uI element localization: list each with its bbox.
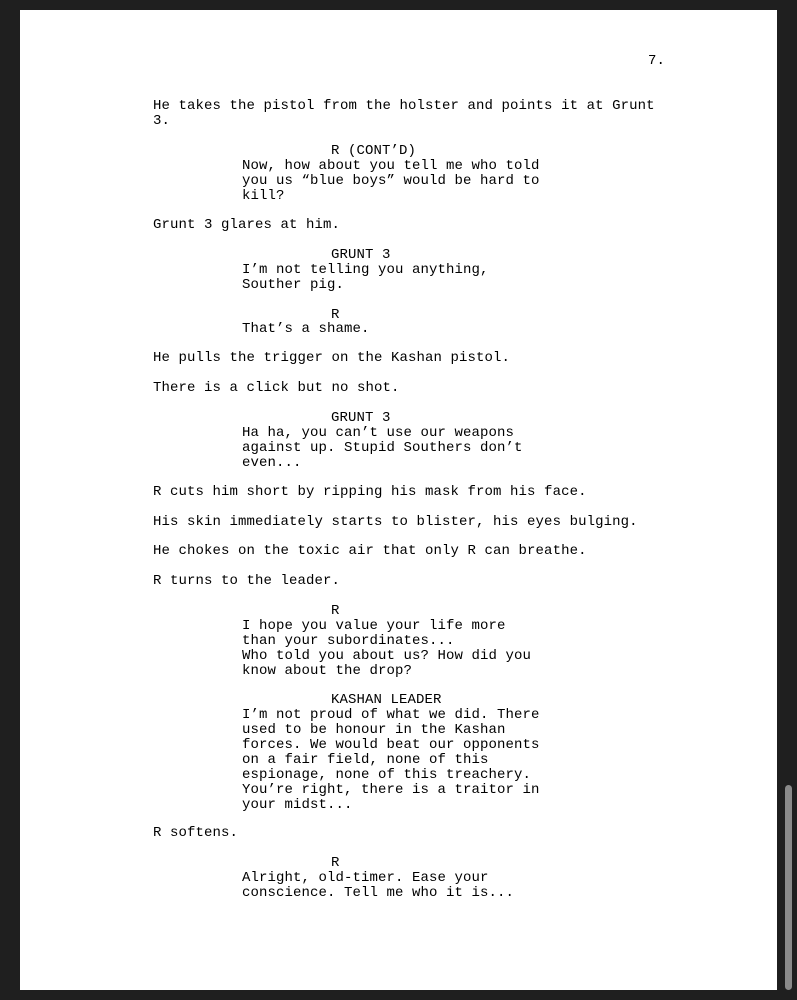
dialogue-line: Alright, old-timer. Ease your [242,870,489,886]
dialogue-line: Ha ha, you can’t use our weapons [242,425,515,441]
script-page [20,10,777,990]
dialogue-line: kill? [242,188,285,204]
dialogue-line: you us “blue boys” would be hard to [242,173,540,189]
dialogue-line: I’m not proud of what we did. There [242,707,540,723]
character-cue: R [331,855,340,871]
dialogue-line: Souther pig. [242,277,345,293]
character-cue: R (CONT’D) [331,143,417,159]
character-cue: GRUNT 3 [331,410,391,426]
character-cue: GRUNT 3 [331,247,391,263]
dialogue-line: forces. We would beat our opponents [242,737,540,753]
dialogue-line: Now, how about you tell me who told [242,158,540,174]
action-line: He takes the pistol from the holster and points it at Grunt [153,98,655,114]
vertical-scrollbar[interactable] [785,785,792,990]
dialogue-line: That’s a shame. [242,321,370,337]
dialogue-line: even... [242,455,302,471]
dialogue-line: know about the drop? [242,663,413,679]
dialogue-line: against up. Stupid Southers don’t [242,440,523,456]
dialogue-line: espionage, none of this treachery. [242,767,532,783]
dialogue-line: I’m not telling you anything, [242,262,489,278]
dialogue-line: Who told you about us? How did you [242,648,532,664]
dialogue-line: on a fair field, none of this [242,752,489,768]
action-line: Grunt 3 glares at him. [153,217,341,233]
character-cue: R [331,603,340,619]
character-cue: KASHAN LEADER [331,692,442,708]
dialogue-line: used to be honour in the Kashan [242,722,506,738]
action-line: He pulls the trigger on the Kashan pistol. [153,350,511,366]
action-line: R softens. [153,825,239,841]
dialogue-line: than your subordinates... [242,633,455,649]
dialogue-line: conscience. Tell me who it is... [242,885,515,901]
dialogue-line: your midst... [242,797,353,813]
dialogue-line: You’re right, there is a traitor in [242,782,540,798]
action-line: R turns to the leader. [153,573,341,589]
action-line: He chokes on the toxic air that only R can breathe. [153,543,587,559]
action-line: R cuts him short by ripping his mask from his face. [153,484,587,500]
page-number: 7. [648,53,666,69]
action-line: His skin immediately starts to blister, his eyes bulging. [153,514,638,530]
action-line: There is a click but no shot. [153,380,400,396]
action-line: 3. [153,113,171,129]
dialogue-line: I hope you value your life more [242,618,506,634]
character-cue: R [331,307,340,323]
